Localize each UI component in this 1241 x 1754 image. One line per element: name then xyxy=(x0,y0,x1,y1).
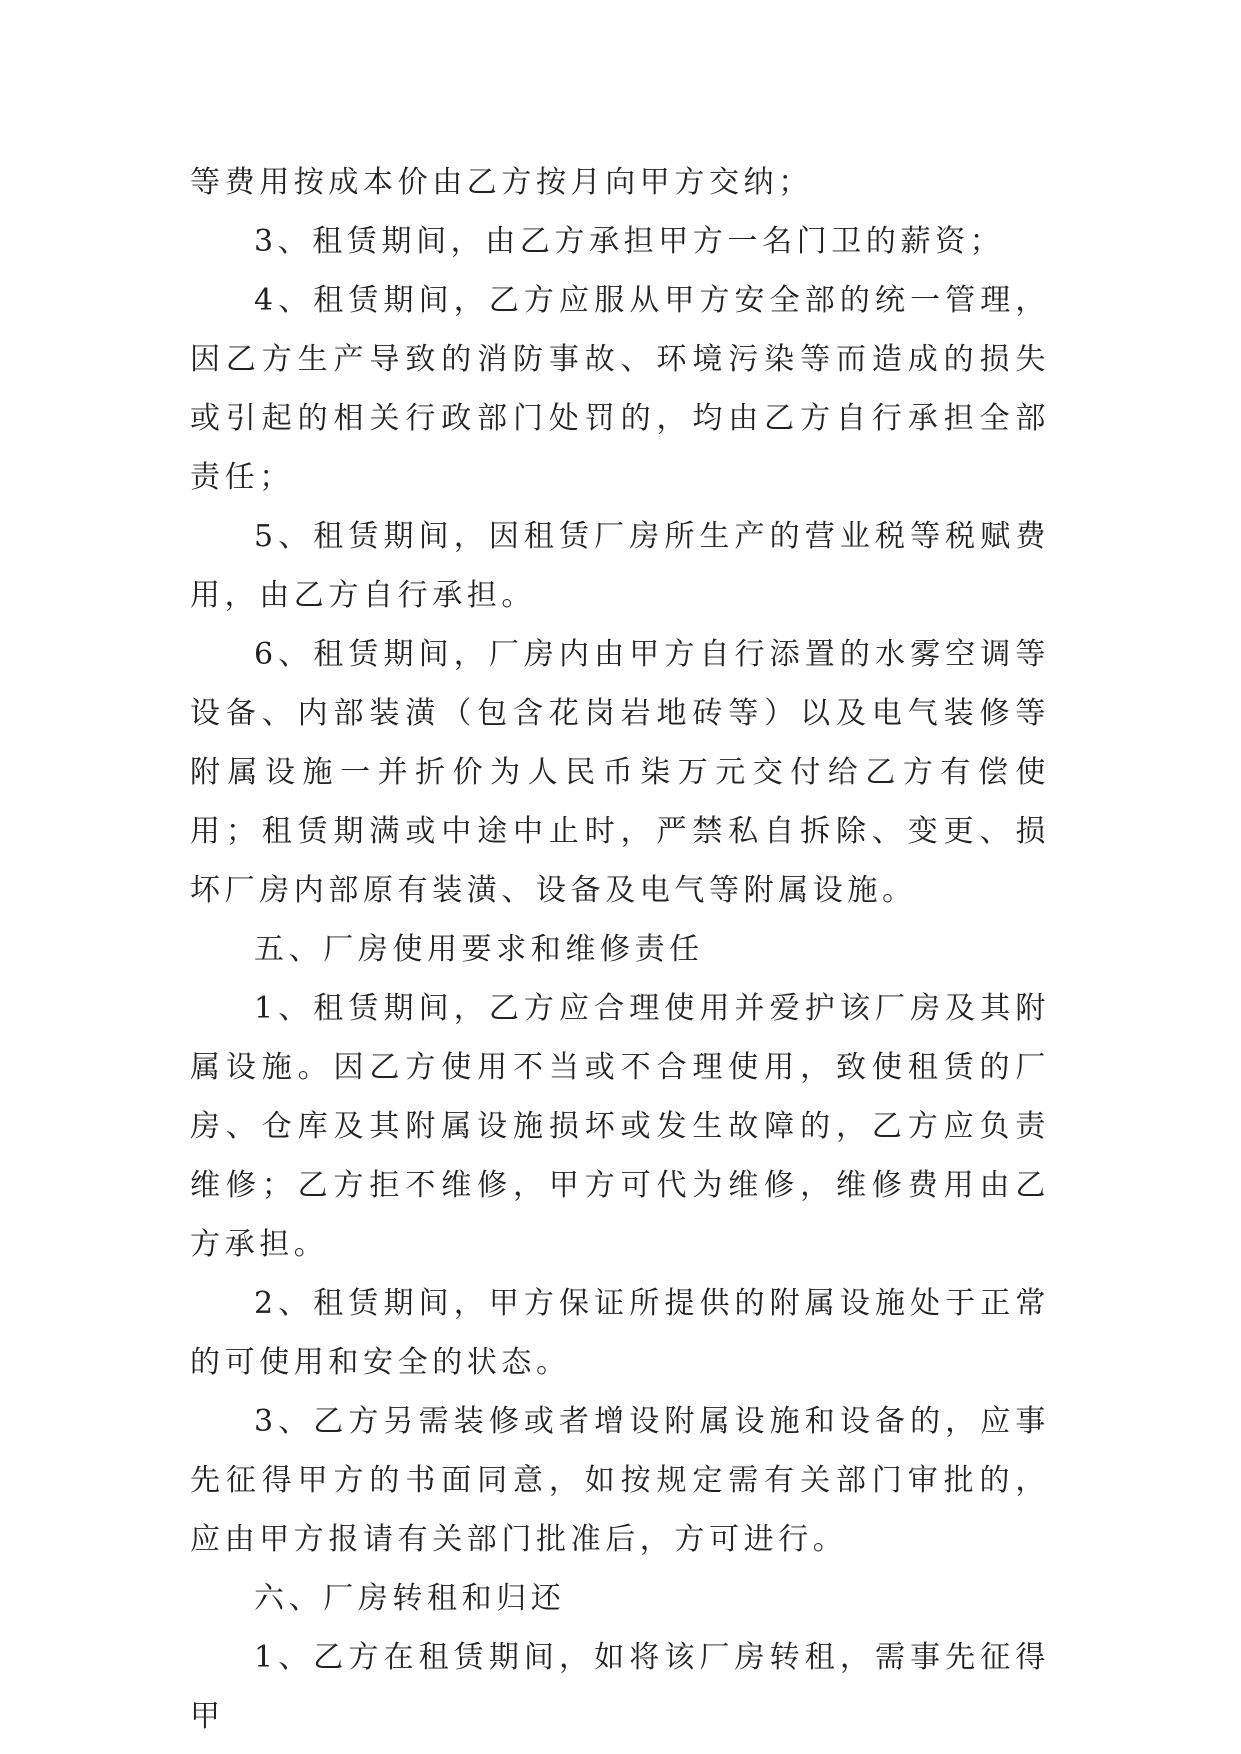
document-body xyxy=(190,153,1050,1746)
paragraph-fee-continuation: 等费用按成本价由乙方按月向甲方交纳； xyxy=(190,165,813,200)
section-heading-5: 五、厂房使用要求和维修责任 xyxy=(254,932,704,967)
paragraph-clause-5-2: 2、租赁期间，甲方保证所提供的附属设施处于正常的可使用和安全的状态。 xyxy=(190,1286,1050,1380)
paragraph-clause-4-4: 4、租赁期间，乙方应服从甲方安全部的统一管理，因乙方生产导致的消防事故、环境污染等而造成的损失或引起的相关行政部门处罚的，均由乙方自行承担全部责任； xyxy=(190,283,1050,495)
paragraph-clause-5-1: 1、租赁期间，乙方应合理使用并爱护该厂房及其附属设施。因乙方使用不当或不合理使用，致使租赁的厂房、仓库及其附属设施损坏或发生故障的，乙方应负责维修；乙方拒不维修，甲方可代为维修，维修费用由乙方承担。 xyxy=(190,991,1050,1262)
paragraph-clause-4-6: 6、租赁期间，厂房内由甲方自行添置的水雾空调等设备、内部装潢（包含花岗岩地砖等）以及电气装修等附属设施一并折价为人民币柒万元交付给乙方有偿使用；租赁期满或中途中止时，严禁私自拆除、变更、损坏厂房内部原有装潢、设备及电气等附属设施。 xyxy=(190,637,1050,908)
paragraph-clause-6-1: 1、乙方在租赁期间，如将该厂房转租，需事先征得甲 xyxy=(190,1640,1050,1734)
section-heading-6: 六、厂房转租和归还 xyxy=(254,1581,566,1616)
paragraph-clause-4-5: 5、租赁期间，因租赁厂房所生产的营业税等税赋费用，由乙方自行承担。 xyxy=(190,519,1050,613)
paragraph-clause-5-3: 3、乙方另需装修或者增设附属设施和设备的，应事先征得甲方的书面同意，如按规定需有关部门审批的，应由甲方报请有关部门批准后，方可进行。 xyxy=(190,1404,1050,1557)
paragraph-clause-4-3: 3、租赁期间，由乙方承担甲方一名门卫的薪资； xyxy=(254,224,1005,259)
